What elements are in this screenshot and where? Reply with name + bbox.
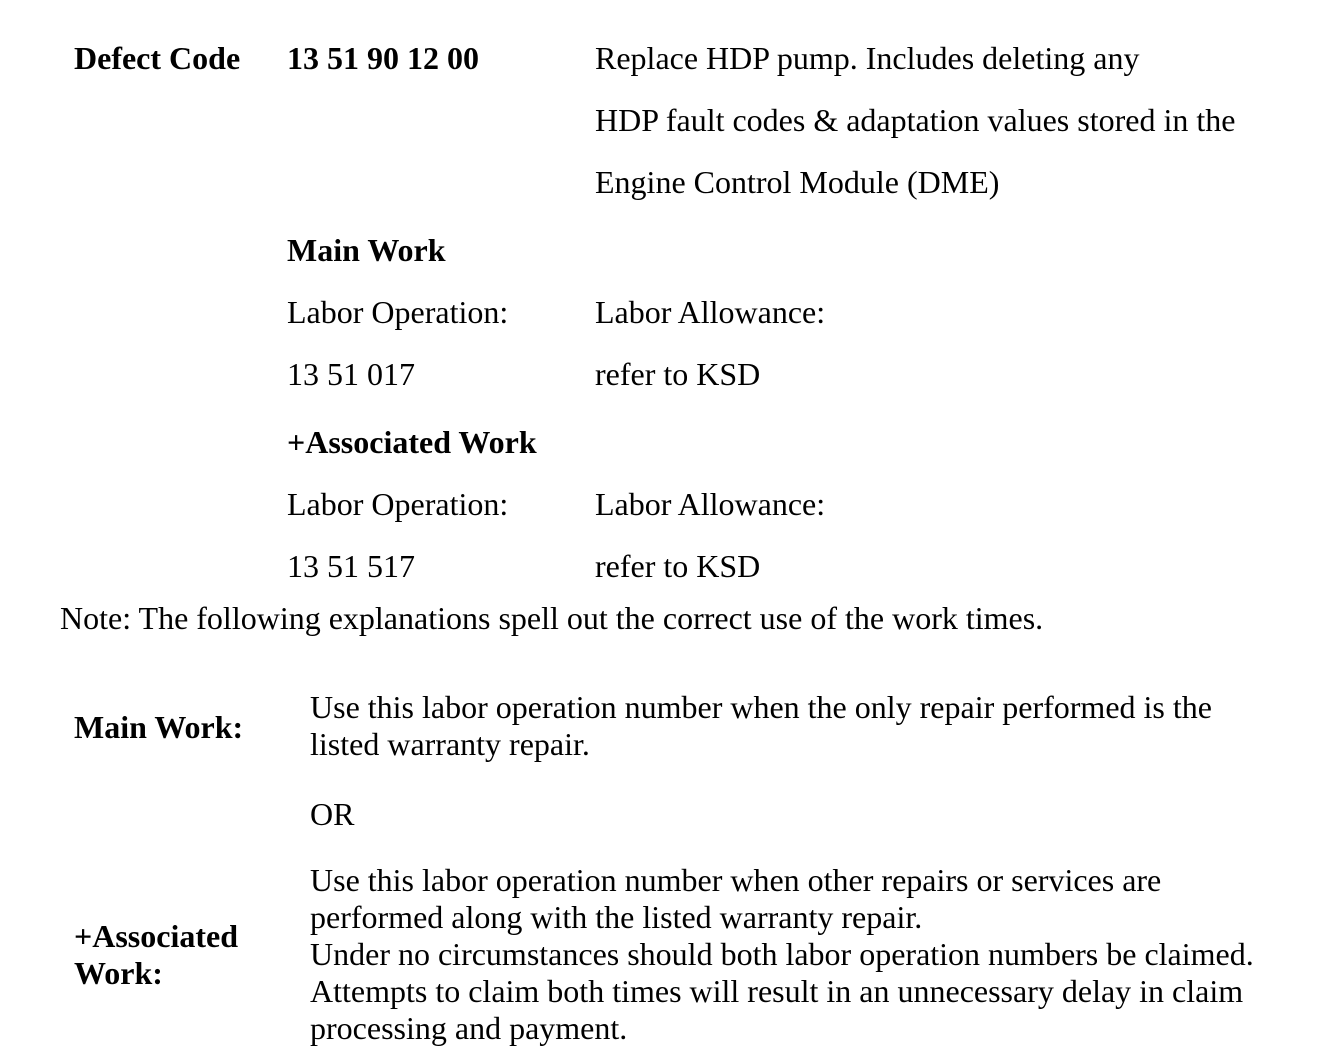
explanation-assoc-line-3: Under no circumstances should both labor operation numbers be claimed. — [310, 936, 1254, 972]
associated-work-allowance-value: refer to KSD — [595, 548, 761, 584]
defect-description-line-1: Replace HDP pump. Includes deleting any — [595, 40, 1140, 76]
main-work-allowance-value: refer to KSD — [595, 356, 761, 392]
associated-work-op-label: Labor Operation: — [287, 486, 509, 522]
associated-work-allowance-label: Labor Allowance: — [595, 486, 826, 522]
explanation-assoc-label-line-2: Work: — [74, 955, 163, 991]
explanation-assoc-label-line-1: +Associated — [74, 918, 238, 954]
defect-code-label: Defect Code — [74, 40, 241, 76]
associated-work-op-number: 13 51 517 — [287, 548, 415, 584]
main-work-allowance-label: Labor Allowance: — [595, 294, 826, 330]
explanation-assoc-line-4: Attempts to claim both times will result in an unnecessary delay in claim — [310, 973, 1244, 1009]
explanation-main-line-2: listed warranty repair. — [310, 726, 590, 762]
main-work-heading: Main Work — [287, 232, 446, 268]
explanation-main-label: Main Work: — [74, 709, 244, 745]
associated-work-heading: +Associated Work — [287, 424, 537, 460]
explanation-assoc-line-2: performed along with the listed warranty repair. — [310, 899, 923, 935]
defect-code-value: 13 51 90 12 00 — [287, 40, 479, 76]
explanation-assoc-line-5: processing and payment. — [310, 1010, 628, 1046]
defect-description-line-3: Engine Control Module (DME) — [595, 164, 1000, 200]
defect-description-line-2: HDP fault codes & adaptation values stored in the — [595, 102, 1236, 138]
explanation-or: OR — [310, 796, 355, 832]
explanation-assoc-line-1: Use this labor operation number when other repairs or services are — [310, 862, 1162, 898]
note-text: Note: The following explanations spell out the correct use of the work times. — [60, 600, 1044, 636]
explanation-main-line-1: Use this labor operation number when the only repair performed is the — [310, 689, 1212, 725]
main-work-op-label: Labor Operation: — [287, 294, 509, 330]
main-work-op-number: 13 51 017 — [287, 356, 415, 392]
